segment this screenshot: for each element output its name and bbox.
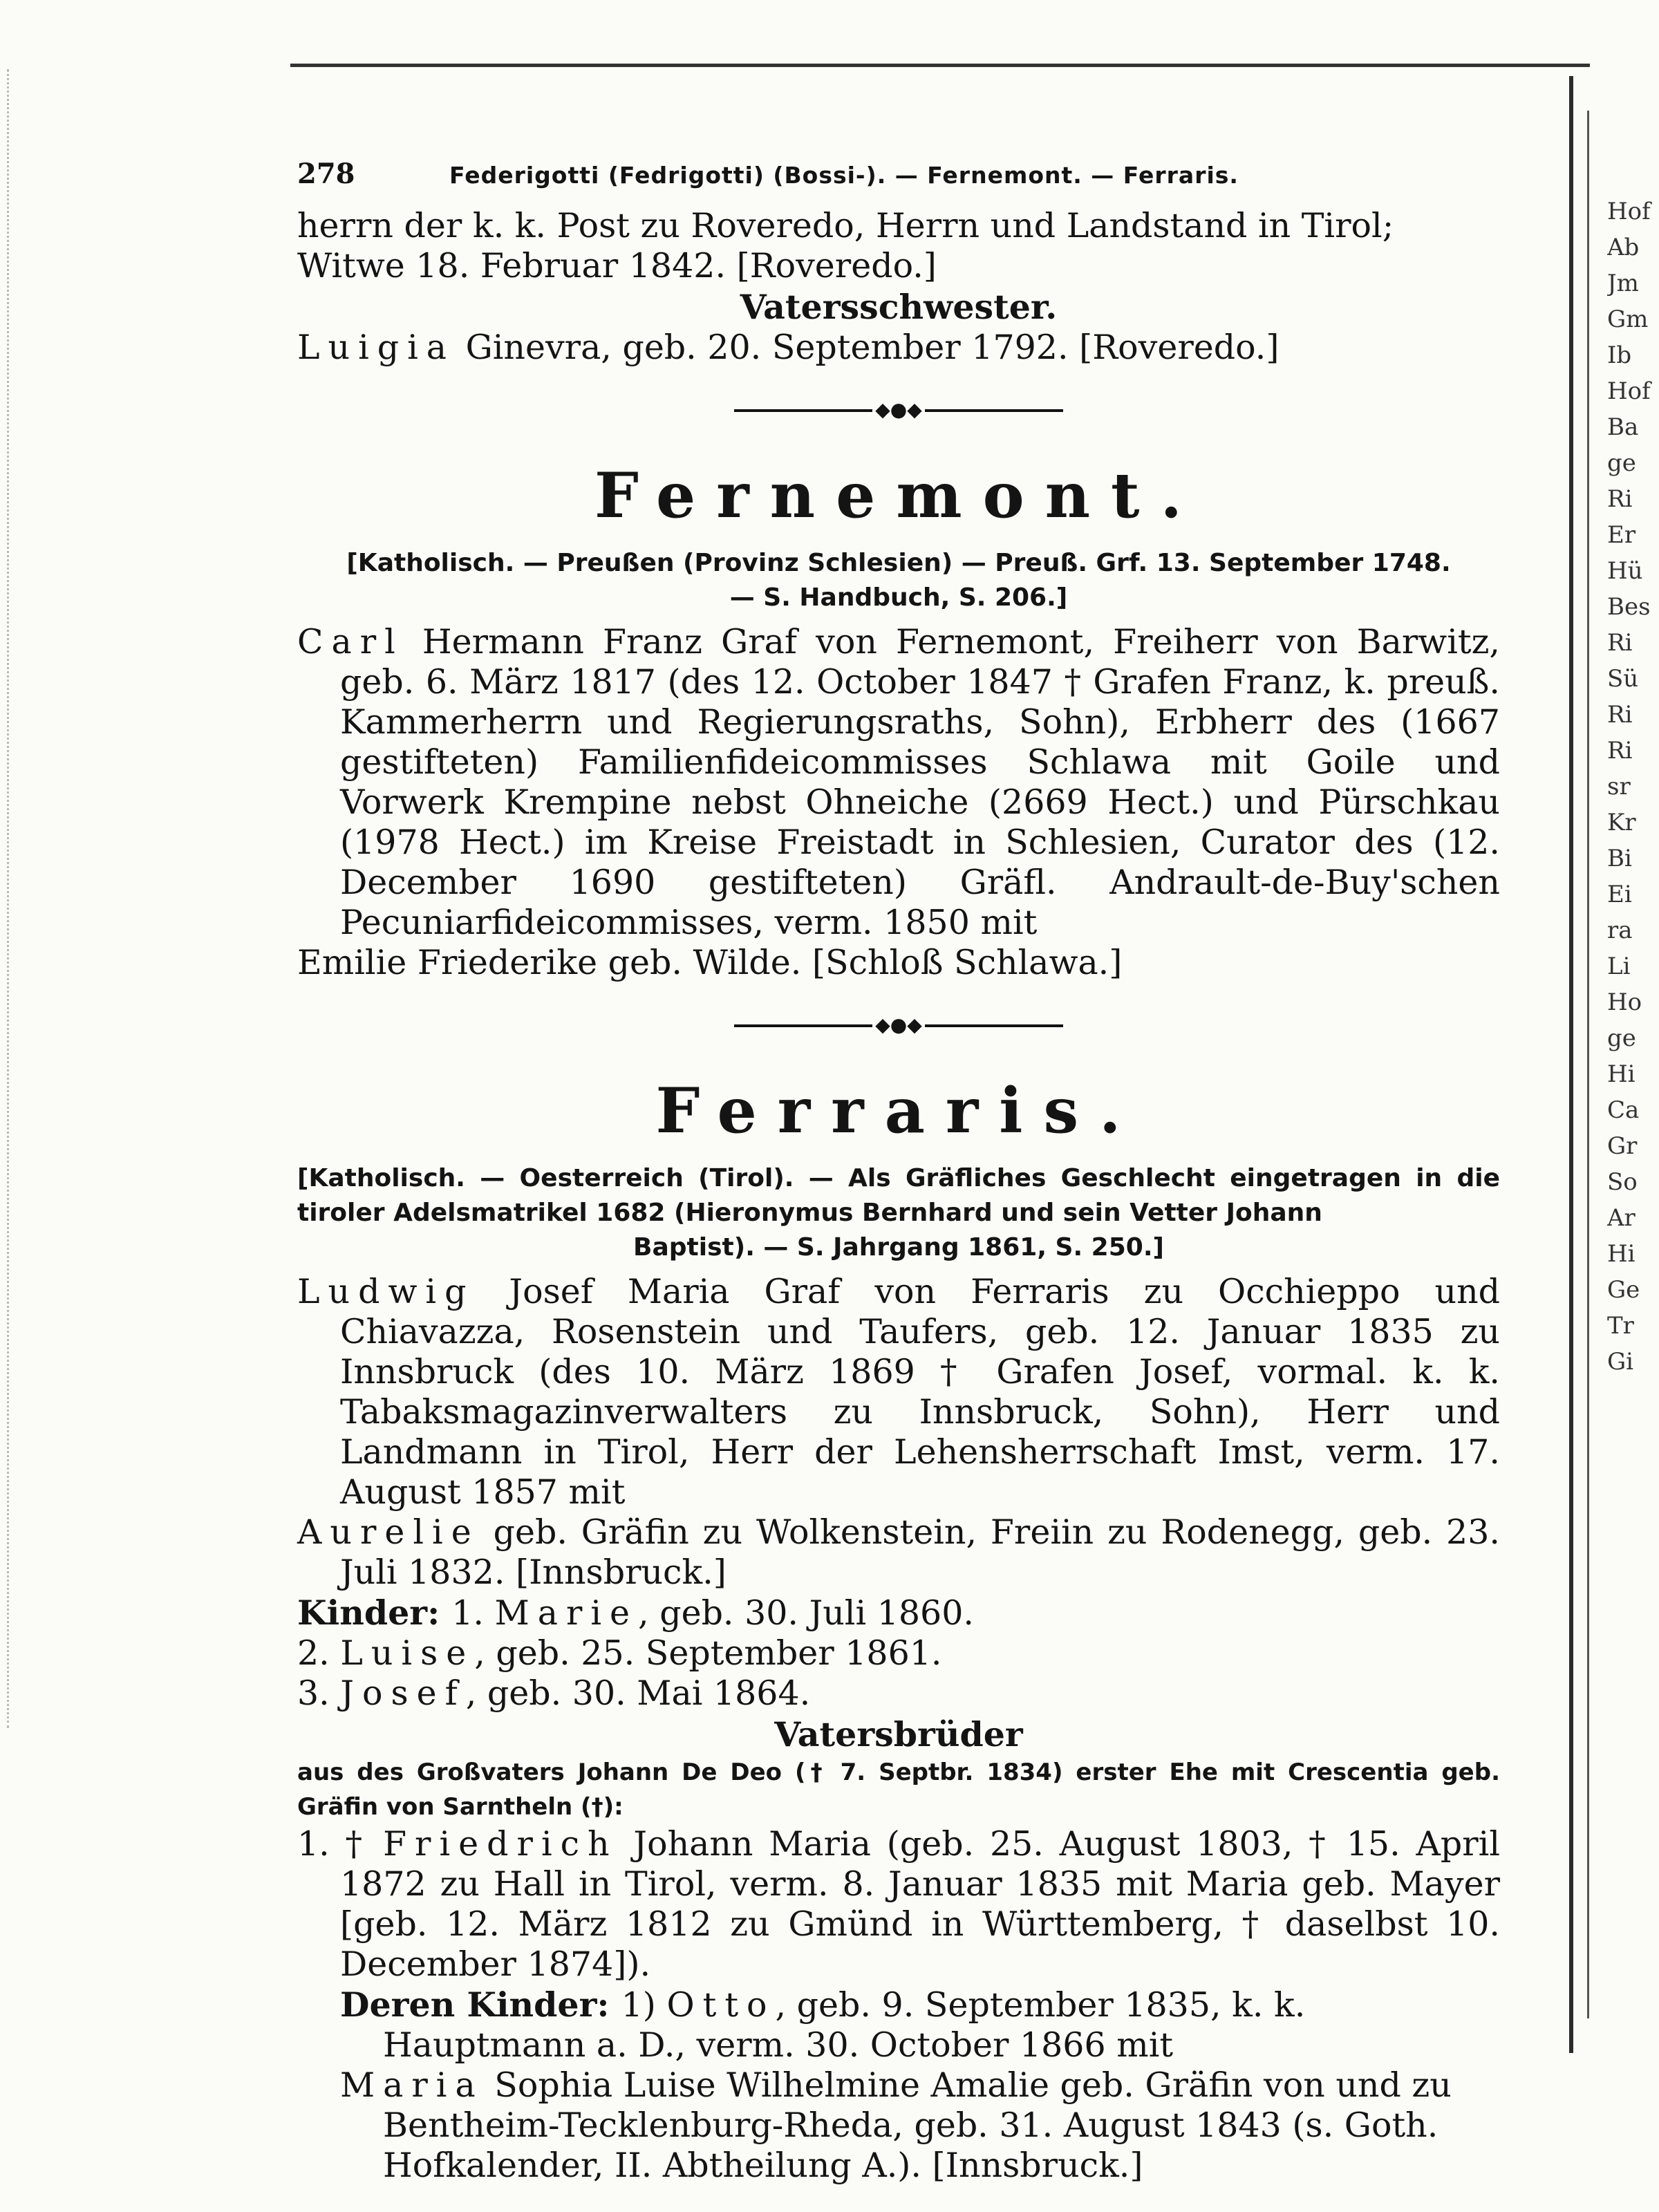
adjacent-page-fragments <box>1607 194 1656 1991</box>
entry-text: Sophia Luise Wilhelmine Amalie geb. Gräfin von und zu Bentheim-Tecklenburg-Rheda, geb. 31. August 1843 (s. Goth. Hofkalender, II. Abtheilung A.). [Innsbruck.] <box>383 2065 1452 2185</box>
family-info: [Katholisch. — Preußen (Provinz Schlesien) — Preuß. Grf. 13. September 1748. <box>346 549 1451 577</box>
entry-text: geb. Gräfin zu Wolkenstein, Freiin zu Rodenegg, geb. 23. Juli 1832. [Innsbruck.] <box>340 1512 1500 1592</box>
section-subheading: Vatersbrüder <box>774 1714 1023 1754</box>
margin-fragment: Ar <box>1607 1204 1635 1232</box>
entry-text: Ginevra, geb. 20. September 1792. [Roveredo.] <box>455 328 1280 367</box>
entry-name: Carl <box>297 622 404 662</box>
page-header <box>297 158 1500 206</box>
child-name: Marie <box>494 1593 639 1633</box>
margin-fragment: Hi <box>1607 1060 1635 1088</box>
entry-name: Ludwig <box>297 1272 475 1311</box>
margin-fragment: sr <box>1607 773 1631 800</box>
continuation-section <box>297 206 1500 368</box>
margin-fragment: Hü <box>1607 557 1643 585</box>
children-line: 3. Josef, geb. 30. Mai 1864. <box>297 1674 811 1713</box>
entry-text: Hermann Franz Graf von Fernemont, Freiherr von Barwitz, geb. 6. März 1817 (des 12. October 1847 † Grafen Franz, k. preuß. Kammerherrn und Regierungsraths, Sohn), Erbherr des (1667 gestifteten) Familienfideicommisses Schlawa mit Goile und Vorwerk Krempine nebst Ohneiche (2669 Hect.) und Pürschkau (1978 Hect.) im Kreise Freistadt in Schlesien, Curator des (12. December 1690 gestifteten) Gräfl. Andrault-de-Buy'schen Pecuniarfideicommisses, verm. 1850 mit <box>340 622 1500 942</box>
family-ferraris <box>297 1074 1500 2186</box>
running-title: Federigotti (Fedrigotti) (Bossi-). — Fernemont. — Ferraris. <box>449 162 1239 189</box>
top-page-rule <box>290 64 1590 67</box>
entry-name: Aurelie <box>297 1512 480 1552</box>
section-subheading: Vatersschwester. <box>740 287 1058 327</box>
divider-ornament: ◆●◆ <box>875 398 922 421</box>
margin-fragment: Hof <box>1607 198 1651 225</box>
family-title: Ferraris. <box>655 1074 1142 1147</box>
continuation-line: Witwe 18. Februar 1842. [Roveredo.] <box>297 246 937 285</box>
binding-edge <box>1569 76 1573 2053</box>
margin-fragment: Bi <box>1607 845 1632 872</box>
scan-edge-noise <box>7 69 26 1728</box>
children-line: Kinder: 1. Marie, geb. 30. Juli 1860. <box>297 1593 974 1633</box>
margin-fragment: Ge <box>1607 1276 1640 1304</box>
margin-fragment: Ri <box>1607 737 1633 765</box>
section-divider <box>297 1015 1500 1035</box>
margin-fragment: So <box>1607 1168 1638 1196</box>
page-content <box>297 158 1500 2186</box>
margin-fragment: ge <box>1607 449 1636 477</box>
margin-fragment: ge <box>1607 1024 1636 1052</box>
entry-aunt <box>297 328 1500 368</box>
margin-fragment: Tr <box>1607 1312 1634 1340</box>
margin-fragment: Ri <box>1607 629 1633 657</box>
margin-fragment: Ab <box>1607 234 1640 261</box>
margin-fragment: Ca <box>1607 1096 1640 1124</box>
divider-ornament: ◆●◆ <box>875 1013 922 1036</box>
children-label: Deren Kinder: <box>340 1985 621 2025</box>
grandchild-spouse-entry <box>297 2065 1500 2186</box>
margin-fragment: Kr <box>1607 809 1636 836</box>
margin-fragment: Ri <box>1607 701 1633 729</box>
child-name: Josef <box>340 1674 466 1713</box>
margin-fragment: Hof <box>1607 377 1651 405</box>
margin-fragment: Sü <box>1607 665 1639 693</box>
margin-fragment: ra <box>1607 917 1633 944</box>
child-name: Luise <box>340 1633 475 1673</box>
margin-fragment: Jm <box>1607 270 1639 297</box>
margin-fragment: Gi <box>1607 1348 1634 1376</box>
children-label: Kinder: <box>297 1593 452 1633</box>
margin-fragment: Ho <box>1607 988 1642 1016</box>
uncle-entry: 1. † Friedrich Johann Maria (geb. 25. August 1803, † 15. April 1872 zu Hall in Tirol, verm. 8. Januar 1835 mit Maria geb. Mayer [geb. 12. März 1812 zu Gmünd in Württemberg, † daselbst 10. December 1874]). <box>297 1824 1500 1984</box>
grandchild-entry: Deren Kinder: 1) Otto, geb. 9. September 1835, k. k. Hauptmann a. D., verm. 30. October 1866 mit <box>340 1985 1306 2065</box>
section-divider <box>297 400 1500 420</box>
page-number: 278 <box>297 158 355 190</box>
family-fernemont <box>297 459 1500 983</box>
entry-text: Johann Maria (geb. 25. August 1803, † 15. April 1872 zu Hall in Tirol, verm. 8. Januar 1835 mit Maria geb. Mayer [geb. 12. März 1812 zu Gmünd in Württemberg, † daselbst 10. December 1874]). <box>340 1824 1500 1984</box>
entry-head <box>297 622 1500 943</box>
family-info: [Katholisch. — Oesterreich (Tirol). — Als Gräfliches Geschlecht eingetragen in die tiroler Adelsmatrikel 1682 (Hieronymus Bernhard und sein Vetter Johann <box>297 1164 1500 1227</box>
margin-fragment: Ib <box>1607 341 1632 369</box>
margin-fragment: Er <box>1607 521 1636 549</box>
entry-name: Maria <box>340 2065 484 2105</box>
entry-head <box>297 1272 1500 1512</box>
margin-fragment: Ba <box>1607 413 1639 441</box>
entry-name: Luigia <box>297 328 456 367</box>
margin-fragment: Li <box>1607 953 1631 980</box>
family-info: Baptist). — S. Jahrgang 1861, S. 250.] <box>633 1233 1164 1262</box>
entry-name: Friedrich <box>383 1824 618 1864</box>
margin-fragment: Bes <box>1607 593 1651 621</box>
children-line: 2. Luise, geb. 25. September 1861. <box>297 1633 942 1673</box>
entry-wife <box>297 1512 1500 1593</box>
continuation-line: herrn der k. k. Post zu Roveredo, Herrn und Landstand in Tirol; <box>297 206 1394 245</box>
margin-fragment: Gr <box>1607 1132 1638 1160</box>
margin-fragment: Gm <box>1607 306 1649 333</box>
entry-text: Josef Maria Graf von Ferraris zu Occhieppo und Chiavazza, Rosenstein und Taufers, geb. 12. Januar 1835 zu Innsbruck (des 10. März 1869 † Grafen Josef, vormal. k. k. Tabaksmagazinverwalters zu Innsbruck, Sohn), Herr und Landmann in Tirol, Herr der Lehensherrschaft Imst, verm. 17. August 1857 mit <box>340 1272 1500 1512</box>
entry-spouse: Emilie Friederike geb. Wilde. [Schloß Schlawa.] <box>297 943 1123 982</box>
binding-edge-inner <box>1587 111 1589 2018</box>
margin-fragment: Ei <box>1607 881 1632 908</box>
family-title: Fernemont. <box>594 459 1203 532</box>
margin-fragment: Ri <box>1607 485 1633 513</box>
uncles-intro: aus des Großvaters Johann De Deo († 7. Septbr. 1834) erster Ehe mit Crescentia geb. Gräfin von Sarntheln (†): <box>297 1759 1500 1821</box>
child-name: Otto <box>666 1985 776 2025</box>
margin-fragment: Hi <box>1607 1240 1635 1268</box>
family-info: — S. Handbuch, S. 206.] <box>729 583 1068 612</box>
